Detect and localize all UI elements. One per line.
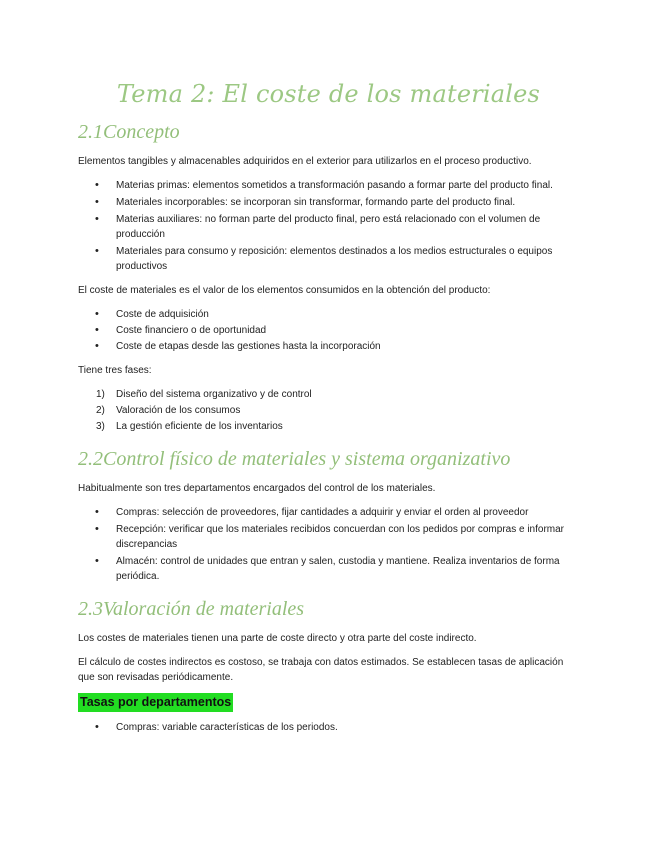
phases-list	[78, 387, 579, 434]
list-item	[78, 403, 579, 418]
cost-definition: El coste de materiales es el valor de los elementos consumidos en la obtención del producto:	[78, 285, 491, 296]
list-item: • Coste de adquisición	[78, 307, 579, 322]
list-item: • Coste de etapas desde las gestiones hasta la incorporación	[78, 339, 579, 354]
materials-list	[78, 178, 579, 274]
section-heading-control: 2.2Control físico de materiales y sistema organizativo	[78, 448, 511, 470]
list-item: • Materiales para consumo y reposición: elementos destinados a los medios estructurales o equipos productivos	[78, 244, 579, 274]
cost-items-list	[78, 307, 579, 354]
list-item: • Materiales incorporables: se incorporan sin transformar, formando parte del producto final.	[78, 195, 579, 210]
list-number: 1)	[96, 389, 105, 400]
valoracion-paragraph-1: Los costes de materiales tienen una parte de coste directo y otra parte del coste indirecto.	[78, 633, 477, 644]
concepto-intro: Elementos tangibles y almacenables adquiridos en el exterior para utilizarlos en el proceso productivo.	[78, 156, 532, 167]
list-number: 3)	[96, 421, 105, 432]
list-item: • Recepción: verificar que los materiales recibidos concuerdan con los pedidos por compras e informar discrepancias	[78, 522, 579, 552]
section-heading-concepto: 2.1Concepto	[78, 121, 180, 143]
list-item: • Materias auxiliares: no forman parte del producto final, pero está relacionado con el volumen de producción	[78, 212, 579, 242]
list-item-text: Valoración de los consumos	[116, 405, 241, 416]
section-heading-valoracion: 2.3Valoración de materiales	[78, 598, 305, 620]
list-item: • Almacén: control de unidades que entran y salen, custodia y mantiene. Realiza inventarios de forma periódica.	[78, 554, 579, 584]
phases-intro: Tiene tres fases:	[78, 365, 152, 376]
highlighted-heading: Tasas por departamentos	[78, 693, 233, 712]
list-item-text: Diseño del sistema organizativo y de control	[116, 389, 312, 400]
list-item: • Materias primas: elementos sometidos a transformación pasando a formar parte del producto final.	[78, 178, 579, 193]
list-item: • Coste financiero o de oportunidad	[78, 323, 579, 338]
highlight-row	[78, 693, 579, 712]
document-title: Tema 2: El coste de los materiales	[116, 80, 541, 108]
list-item	[78, 387, 579, 402]
list-item: • Compras: variable características de los periodos.	[78, 720, 579, 735]
list-item	[78, 419, 579, 434]
list-item-text: La gestión eficiente de los inventarios	[116, 421, 283, 432]
list-number: 2)	[96, 405, 105, 416]
valoracion-paragraph-2: El cálculo de costes indirectos es costoso, se trabaja con datos estimados. Se establecen tasas de aplicación que son revisadas periódicamente.	[78, 657, 564, 683]
rates-list	[78, 720, 579, 735]
departments-list	[78, 505, 579, 584]
control-intro: Habitualmente son tres departamentos encargados del control de los materiales.	[78, 483, 436, 494]
list-item: • Compras: selección de proveedores, fijar cantidades a adquirir y enviar el orden al proveedor	[78, 505, 579, 520]
